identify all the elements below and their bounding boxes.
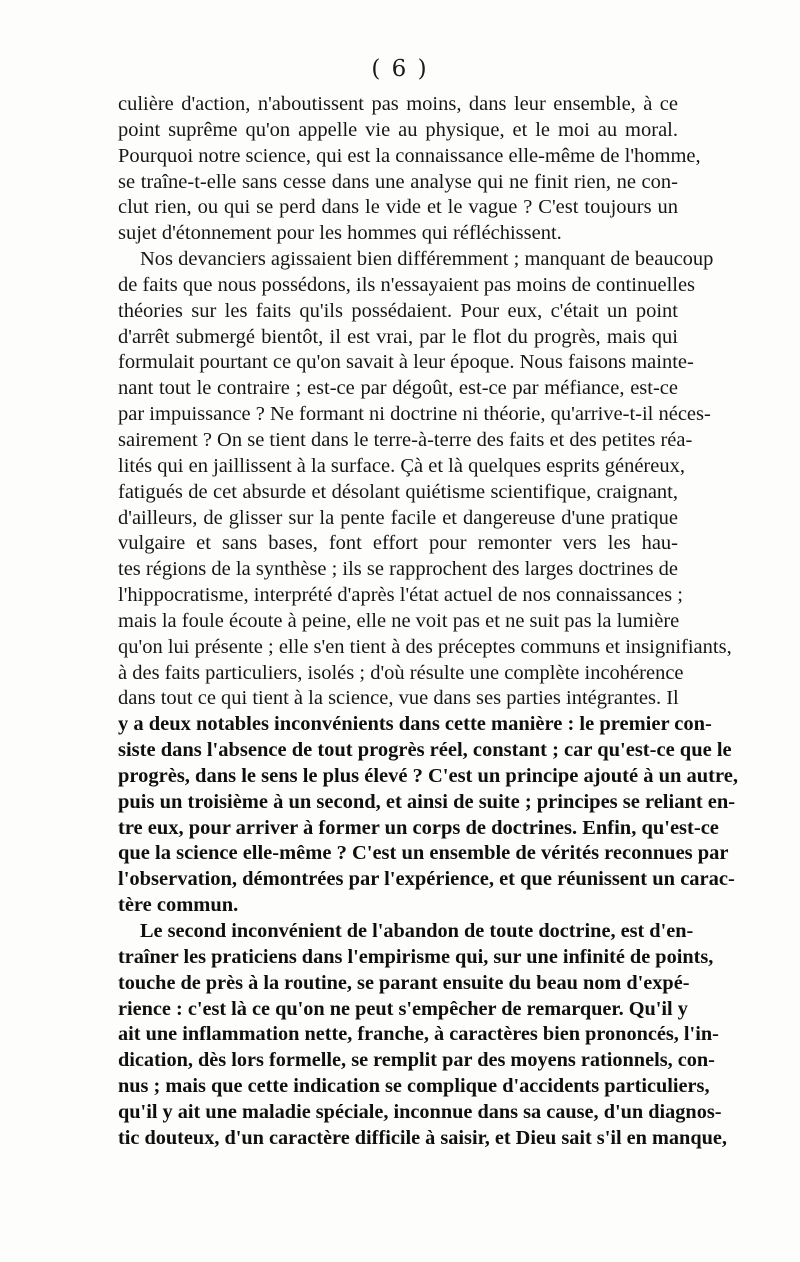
text-line: ait une inflammation nette, franche, à caractères bien prononcés, l'in- <box>118 1023 719 1046</box>
text-line: par impuissance ? Ne formant ni doctrine ni théorie, qu'arrive-t-il néces- <box>118 403 711 426</box>
paragraph-3 <box>118 919 727 1152</box>
text-line: siste dans l'absence de tout progrès réel, constant ; car qu'est-ce que le <box>118 739 732 762</box>
text-line: point suprême qu'on appelle vie au physique, et le moi au moral. <box>118 118 678 141</box>
text-line: sujet d'étonnement pour les hommes qui réfléchissent. <box>118 222 562 245</box>
paragraph-2 <box>118 247 738 919</box>
text-line: clut rien, ou qui se perd dans le vide et le vague ? C'est toujours un <box>118 196 678 219</box>
text-line: que la science elle-même ? C'est un ensemble de vérités reconnues par <box>118 842 729 865</box>
body-text <box>118 92 738 1152</box>
text-line: tes régions de la synthèse ; ils se rapprochent des larges doctrines de <box>118 558 678 581</box>
text-line: d'arrêt submergé bientôt, il est vrai, par le flot du progrès, mais qui <box>118 325 678 348</box>
text-line: culière d'action, n'aboutissent pas moins, dans leur ensemble, à ce <box>118 93 678 115</box>
text-line: l'hippocratisme, interprété d'après l'état actuel de nos connaissances ; <box>118 584 683 607</box>
text-line: rience : c'est là ce qu'on ne peut s'empêcher de remarquer. Qu'il y <box>118 997 688 1020</box>
text-line: tre eux, pour arriver à former un corps de doctrines. Enfin, qu'est-ce <box>118 816 719 839</box>
text-line: théories sur les faits qu'ils possédaient. Pour eux, c'était un point <box>118 299 678 322</box>
text-line: qu'on lui présente ; elle s'en tient à des préceptes communs et insignifiants, <box>118 635 732 658</box>
text-line: se traîne-t-elle sans cesse dans une analyse qui ne finit rien, ne con- <box>118 170 678 193</box>
text-line: à des faits particuliers, isolés ; d'où résulte une complète incohérence <box>118 661 684 684</box>
text-line: sairement ? On se tient dans le terre-à-terre des faits et des petites réa- <box>118 428 693 451</box>
text-line: formulait pourtant ce qu'on savait à leur époque. Nous faisons mainte- <box>118 351 694 374</box>
page-number: ( 6 ) <box>371 56 429 82</box>
paragraph-1 <box>118 92 701 247</box>
text-line: mais la foule écoute à peine, elle ne voit pas et ne suit pas la lumière <box>118 609 680 632</box>
text-line: traîner les praticiens dans l'empirisme qui, sur une infinité de points, <box>118 945 714 968</box>
text-line: d'ailleurs, de glisser sur la pente facile et dangereuse d'une pratique <box>118 506 678 529</box>
text-line: Le second inconvénient de l'abandon de toute doctrine, est d'en- <box>140 920 694 942</box>
text-line: l'observation, démontrées par l'expérience, et que réunissent un carac- <box>118 868 735 891</box>
text-line: de faits que nous possédons, ils n'essayaient pas moins de continuelles <box>118 273 696 296</box>
text-line: fatigués de cet absurde et désolant quiétisme scientifique, craignant, <box>118 480 678 503</box>
text-line: dication, dès lors formelle, se remplit par des moyens rationnels, con- <box>118 1049 715 1072</box>
text-line: touche de près à la routine, se parant ensuite du beau nom d'expé- <box>118 971 690 994</box>
text-line: tic douteux, d'un caractère difficile à saisir, et Dieu sait s'il en manque, <box>118 1126 727 1149</box>
text-line: y a deux notables inconvénients dans cette manière : le premier con- <box>118 713 712 736</box>
text-line: lités qui en jaillissent à la surface. Çà et là quelques esprits généreux, <box>118 454 685 477</box>
text-line: nus ; mais que cette indication se complique d'accidents particuliers, <box>118 1075 710 1098</box>
text-line: Nos devanciers agissaient bien différemment ; manquant de beaucoup <box>140 248 714 271</box>
text-line: Pourquoi notre science, qui est la connaissance elle-même de l'homme, <box>118 144 701 167</box>
text-line: nant tout le contraire ; est-ce par dégoût, est-ce par méfiance, est-ce <box>118 377 678 400</box>
text-line: tère commun. <box>118 894 239 917</box>
text-line: qu'il y ait une maladie spéciale, inconnue dans sa cause, d'un diagnos- <box>118 1100 722 1123</box>
text-line: puis un troisième à un second, et ainsi de suite ; principes se reliant en- <box>118 790 736 813</box>
text-line: vulgaire et sans bases, font effort pour remonter vers les hau- <box>118 532 678 555</box>
text-line: progrès, dans le sens le plus élevé ? C'est un principe ajouté à un autre, <box>118 764 738 787</box>
text-line: dans tout ce qui tient à la science, vue dans ses parties intégrantes. Il <box>118 687 679 710</box>
